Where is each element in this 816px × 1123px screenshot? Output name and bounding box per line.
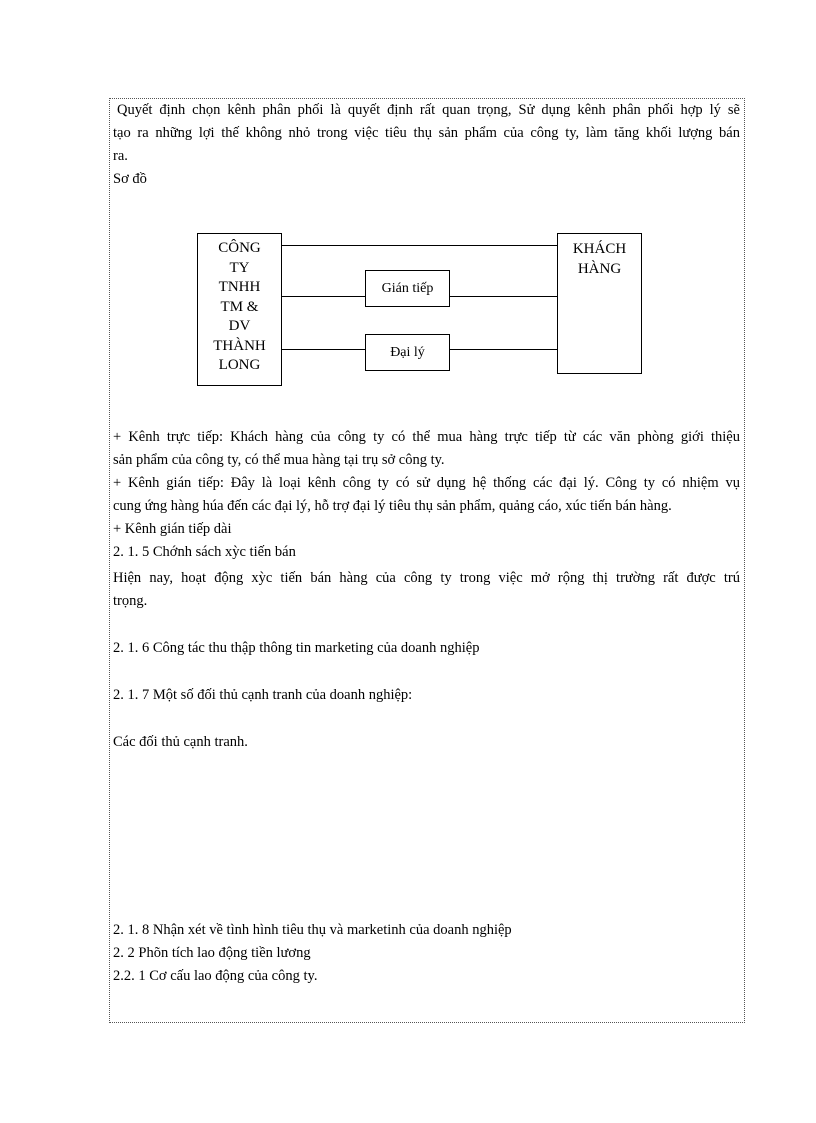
section-2-1-5-line-1: Hiện nay, hoạt động xỳc tiến bán hàng của công ty trong việc mở rộng thị trường rất được trú (113, 570, 740, 586)
company-box (197, 233, 282, 386)
intro-line-3: ra. (113, 148, 128, 164)
customer-box (557, 233, 642, 374)
company-name-line: TM & (220, 298, 259, 315)
customer-label-line: HÀNG (577, 261, 622, 277)
section-2-1-8-title: 2. 1. 8 Nhận xét về tình hình tiêu thụ và marketinh của doanh nghiệp (113, 922, 512, 938)
section-2-1-5-title: 2. 1. 5 Chớnh sách xỳc tiến bán (113, 544, 296, 560)
agent-box: Đại lý (365, 334, 450, 371)
section-2-1-7-title: 2. 1. 7 Một số đối thủ cạnh tranh của doanh nghiệp: (113, 687, 413, 703)
company-name-line: THÀNH (213, 337, 266, 354)
company-name-line: TNHH (218, 279, 261, 295)
direct-channel-line-1: + Kênh trực tiếp: Khách hàng của công ty có thể mua hàng trực tiếp từ các văn phòng giới thiệu (113, 429, 740, 445)
company-name-line: TY (229, 259, 250, 276)
indirect-line-left (282, 296, 365, 297)
section-2-1-5-line-2: trọng. (113, 593, 148, 609)
direct-channel-line-2: sản phẩm của công ty, có thể mua hàng tại trụ sở công ty. (113, 452, 445, 468)
company-name-line: DV (228, 318, 251, 334)
customer-label-line: KHÁCH (572, 241, 627, 257)
indirect-channel-line-2: cung ứng hàng húa đến các đại lý, hỗ trợ đại lý tiêu thụ sản phẩm, quảng cáo, xúc tiến bán hàng. (113, 498, 672, 514)
section-2-1-6-title: 2. 1. 6 Công tác thu thập thông tin marketing của doanh nghiệp (113, 640, 480, 656)
indirect-channel-box: Gián tiếp (365, 270, 450, 307)
indirect-channel-line-1: + Kênh gián tiếp: Đây là loại kênh công ty có sử dụng hệ thống các đại lý. Công ty có nhiệm vụ (113, 475, 740, 491)
direct-channel-line (282, 245, 557, 246)
agent-line-left (282, 349, 365, 350)
section-2-2-title: 2. 2 Phõn tích lao động tiền lương (113, 945, 311, 961)
diagram-heading: Sơ đồ (113, 171, 147, 187)
intro-line-2: tạo ra những lợi thế không nhỏ trong việc tiêu thụ sản phẩm của công ty, làm tăng khối lượng bán (113, 125, 740, 141)
company-name-line: LONG (218, 357, 261, 373)
agent-line-right (450, 349, 557, 350)
competitors-line: Các đối thủ cạnh tranh. (113, 734, 248, 750)
company-name-line: CÔNG (218, 240, 261, 256)
section-2-2-1-title: 2.2. 1 Cơ cấu lao động của công ty. (113, 968, 318, 984)
intro-line-1: Quyết định chọn kênh phân phối là quyết định rất quan trọng, Sử dụng kênh phân phối hợp lý sẽ (117, 102, 740, 118)
indirect-line-right (450, 296, 557, 297)
long-indirect-channel: + Kênh gián tiếp dài (113, 521, 232, 537)
